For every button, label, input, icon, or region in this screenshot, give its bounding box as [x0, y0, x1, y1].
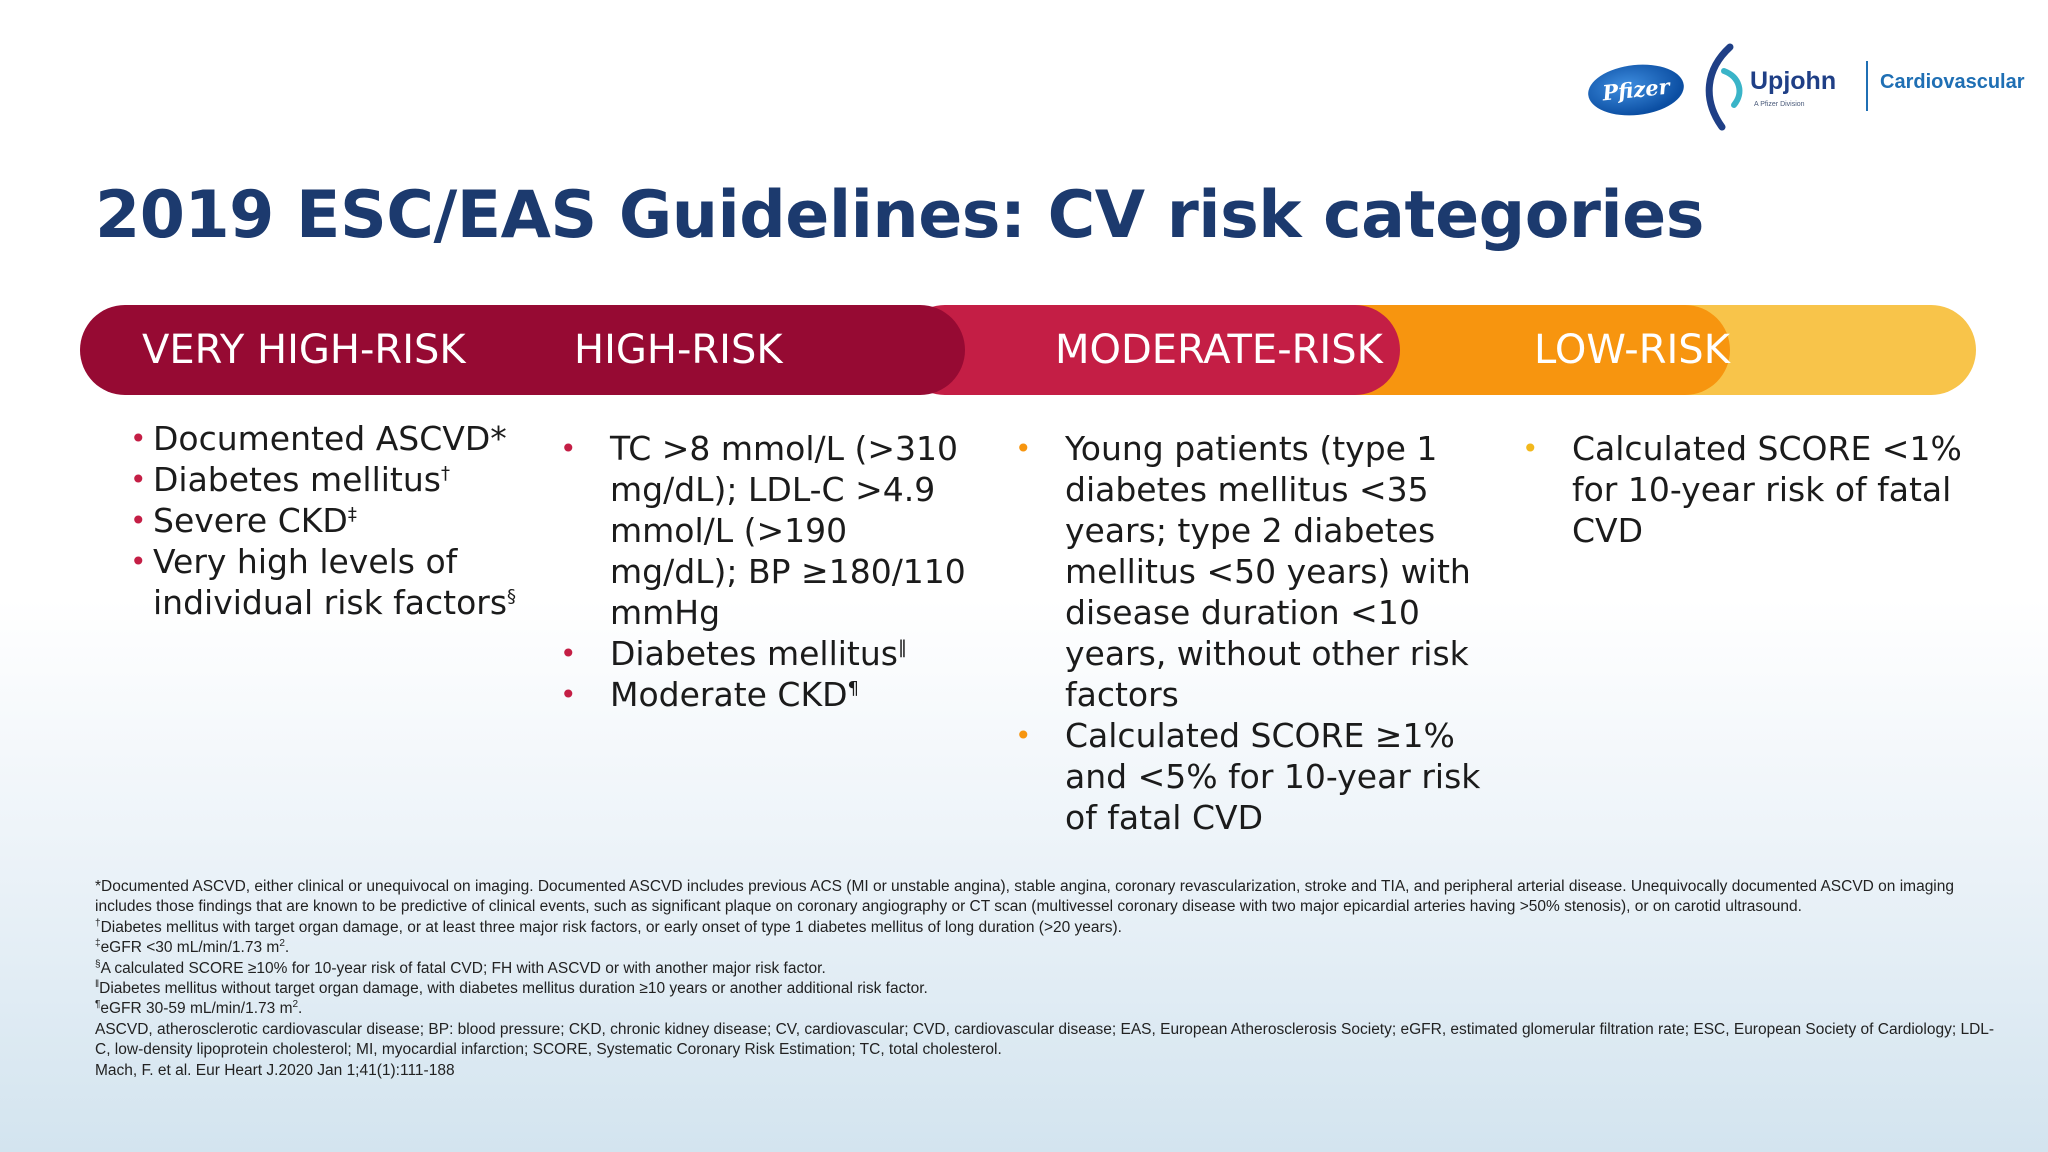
- footnote-dagger: [95, 918, 2000, 938]
- bullet-icon: •: [130, 545, 147, 578]
- page-title: 2019 ESC/EAS Guidelines: CV risk categories: [95, 178, 1704, 253]
- bullet-icon: •: [560, 432, 577, 465]
- footnote-end: .: [284, 939, 290, 957]
- bullet-icon: •: [560, 678, 577, 711]
- footnote-section: [95, 959, 2000, 979]
- footnote-marker: ‡: [347, 504, 357, 525]
- footnote-marker: ‖: [897, 637, 907, 658]
- superscript: 2: [279, 938, 285, 950]
- upjohn-subtitle: A Pfizer Division: [1754, 101, 1805, 108]
- list-item: [130, 418, 530, 459]
- very-high-risk-criteria: [130, 418, 530, 623]
- footnote-marker: §: [95, 958, 101, 970]
- upjohn-swirl-icon: [1700, 41, 1752, 133]
- moderate-risk-label: MODERATE-RISK: [1055, 327, 1383, 373]
- footnote-marker: ¶: [847, 678, 859, 699]
- item-text: Severe CKD: [153, 501, 348, 540]
- logo-group: [1588, 55, 2025, 135]
- logo-divider: [1866, 61, 1868, 111]
- list-item: [1015, 428, 1515, 715]
- item-text: Diabetes mellitus: [610, 634, 898, 673]
- item-text: Calculated SCORE <1% for 10-year risk of fatal CVD: [1572, 429, 1962, 550]
- footnote-text: A calculated SCORE ≥10% for 10-year risk of fatal CVD; FH with ASCVD or with another major risk factor.: [100, 959, 826, 977]
- risk-category-bar: [80, 305, 1976, 395]
- bullet-icon: •: [130, 463, 147, 496]
- bullet-icon: •: [560, 637, 577, 670]
- division-label: Cardiovascular: [1880, 71, 2025, 93]
- bullet-icon: •: [1522, 432, 1539, 465]
- footnotes: [95, 877, 2000, 1081]
- item-text: Young patients (type 1 diabetes mellitus <35 years; type 2 diabetes mellitus <50 years) with disease duration <10 years, without other risk factors: [1065, 429, 1471, 714]
- low-risk-criteria: [1522, 428, 1962, 551]
- footnote-marker: ‖: [95, 978, 100, 990]
- footnote-ascvd: *Documented ASCVD, either clinical or unequivocal on imaging. Documented ASCVD includes previous ACS (MI or unstable angina), stable angina, coronary revascularization, stroke and TIA, and peripheral arterial disease. Unequivocally documented ASCVD on imaging includes those findings that are known to be predictive of clinical events, such as significant plaque on coronary angiography or CT scan (multivessel coronary disease with two major epicardial arteries having >50% stenosis), or on carotid ultrasound.: [95, 878, 1954, 916]
- item-text: Diabetes mellitus: [153, 460, 441, 499]
- footnote-text: Diabetes mellitus without target organ damage, with diabetes mellitus duration ≥10 years or another additional risk factor.: [99, 980, 928, 998]
- superscript: 2: [292, 999, 299, 1011]
- moderate-risk-criteria: [1015, 428, 1515, 838]
- list-item: [130, 500, 530, 541]
- list-item: [1522, 428, 1962, 551]
- list-item: [1015, 715, 1515, 838]
- low-risk-label: LOW-RISK: [1534, 327, 1730, 373]
- item-text: TC >8 mmol/L (>310 mg/dL); LDL-C >4.9 mmol/L (>190 mg/dL); BP ≥180/110 mmHg: [610, 429, 966, 632]
- footnote-text: eGFR <30 mL/min/1.73 m: [100, 939, 280, 957]
- pfizer-logo: [1586, 60, 1687, 120]
- footnote-marker: ‡: [95, 938, 101, 950]
- footnote-text: Diabetes mellitus with target organ damage, or at least three major risk factors, or early onset of type 1 diabetes mellitus of long duration (>20 years).: [100, 918, 1122, 936]
- item-text: Calculated SCORE ≥1% and <5% for 10-year risk of fatal CVD: [1065, 716, 1481, 837]
- bullet-icon: •: [1015, 432, 1032, 465]
- very-high-risk-label: VERY HIGH-RISK: [142, 327, 466, 373]
- footnote-double-dagger: [95, 938, 2000, 958]
- high-risk-criteria: [560, 428, 980, 715]
- list-item: [560, 674, 980, 715]
- bullet-icon: •: [130, 504, 147, 537]
- footnote-pilcrow: [95, 999, 2000, 1019]
- item-text: Documented ASCVD*: [153, 419, 507, 458]
- list-item: [560, 428, 980, 633]
- list-item: [130, 541, 530, 623]
- footnote-marker: ¶: [95, 999, 101, 1011]
- item-text: Very high levels of individual risk factors: [153, 542, 508, 622]
- upjohn-logo-text: Upjohn: [1750, 67, 1837, 95]
- footnote-end: .: [298, 1000, 303, 1018]
- list-item: [560, 633, 980, 674]
- footnote-text: eGFR 30-59 mL/min/1.73 m: [100, 1000, 293, 1018]
- bullet-icon: •: [1015, 719, 1032, 752]
- footnote-reference: Mach, F. et al. Eur Heart J.2020 Jan 1;41(1):111-188: [95, 1061, 455, 1079]
- footnote-parallel: [95, 979, 2000, 999]
- footnote-marker: †: [440, 463, 450, 484]
- list-item: [130, 459, 530, 500]
- item-text: Moderate CKD: [610, 675, 848, 714]
- footnote-abbreviations: ASCVD, atherosclerotic cardiovascular disease; BP: blood pressure; CKD, chronic kidney disease; CV, cardiovascular; CVD, cardiovascular disease; EAS, European Atherosclerosis Society; eGFR, estimated glomerular filtration rate; ESC, European Society of Cardiology; LDL-C, low-density lipoprotein cholesterol; MI, myocardial infarction; SCORE, Systematic Coronary Risk Estimation; TC, total cholesterol.: [95, 1020, 1995, 1059]
- bullet-icon: •: [130, 422, 147, 455]
- high-risk-label: HIGH-RISK: [574, 327, 783, 373]
- footnote-marker: †: [95, 917, 101, 929]
- pfizer-logo-text: Pfizer: [1601, 73, 1671, 106]
- footnote-marker: §: [507, 586, 517, 607]
